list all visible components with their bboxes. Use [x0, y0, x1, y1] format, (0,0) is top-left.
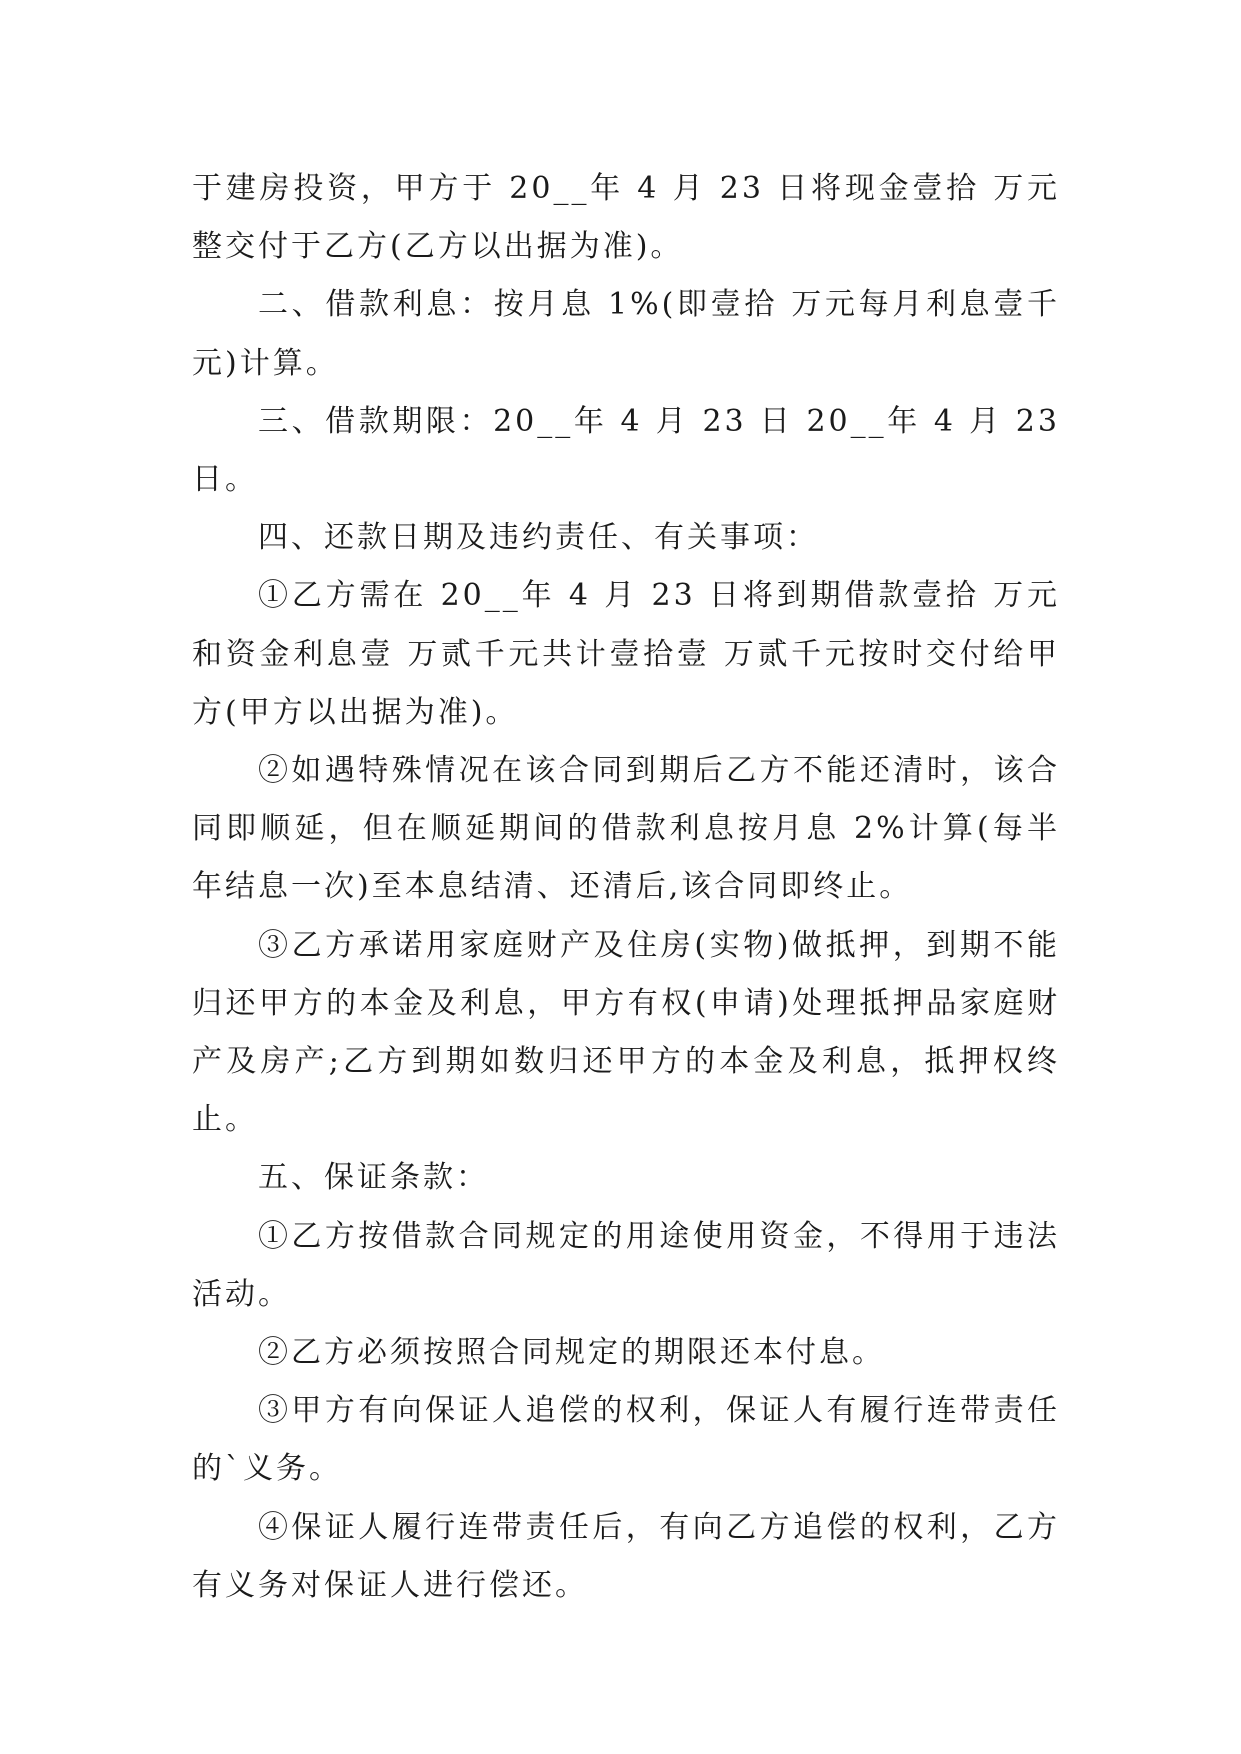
clause-repayment-2: ②如遇特殊情况在该合同到期后乙方不能还清时，该合同即顺延，但在顺延期间的借款利息按月息 2%计算(每半年结息一次)至本息结清、还清后,该合同即终止。	[192, 753, 1060, 905]
clause-guarantee-4: ④保证人履行连带责任后，有向乙方追偿的权利，乙方有义务对保证人进行偿还。	[192, 1509, 1060, 1603]
heading-guarantee-terms: 五、保证条款：	[258, 1160, 489, 1196]
clause-guarantee-1: ①乙方按借款合同规定的用途使用资金，不得用于违法活动。	[192, 1218, 1060, 1312]
document-body	[192, 160, 1060, 1615]
clause-repayment-3: ③乙方承诺用家庭财产及住房(实物)做抵押，到期不能归还甲方的本金及利息，甲方有权(申请)处理抵押品家庭财产及房产;乙方到期如数归还甲方的本金及利息，抵押权终止。	[192, 927, 1060, 1138]
paragraph-loan-term: 三、借款期限：20__年 4 月 23 日 20__年 4 月 23 日。	[192, 403, 1060, 498]
clause-guarantee-2: ②乙方必须按照合同规定的期限还本付息。	[258, 1335, 885, 1371]
clause-repayment-1: ①乙方需在 20__年 4 月 23 日将到期借款壹拾 万元和资金利息壹 万贰千元共计壹拾壹 万贰千元按时交付给甲方(甲方以出据为准)。	[192, 578, 1060, 730]
paragraph-loan-interest: 二、借款利息：按月息 1%(即壹拾 万元每月利息壹千元)计算。	[192, 287, 1060, 381]
clause-guarantee-3: ③甲方有向保证人追偿的权利，保证人有履行连带责任的`义务。	[192, 1393, 1060, 1487]
heading-repayment-terms: 四、还款日期及违约责任、有关事项：	[258, 520, 819, 556]
paragraph-loan-purpose: 于建房投资，甲方于 20__年 4 月 23 日将现金壹拾 万元整交付于乙方(乙方以出据为准)。	[192, 171, 1060, 265]
